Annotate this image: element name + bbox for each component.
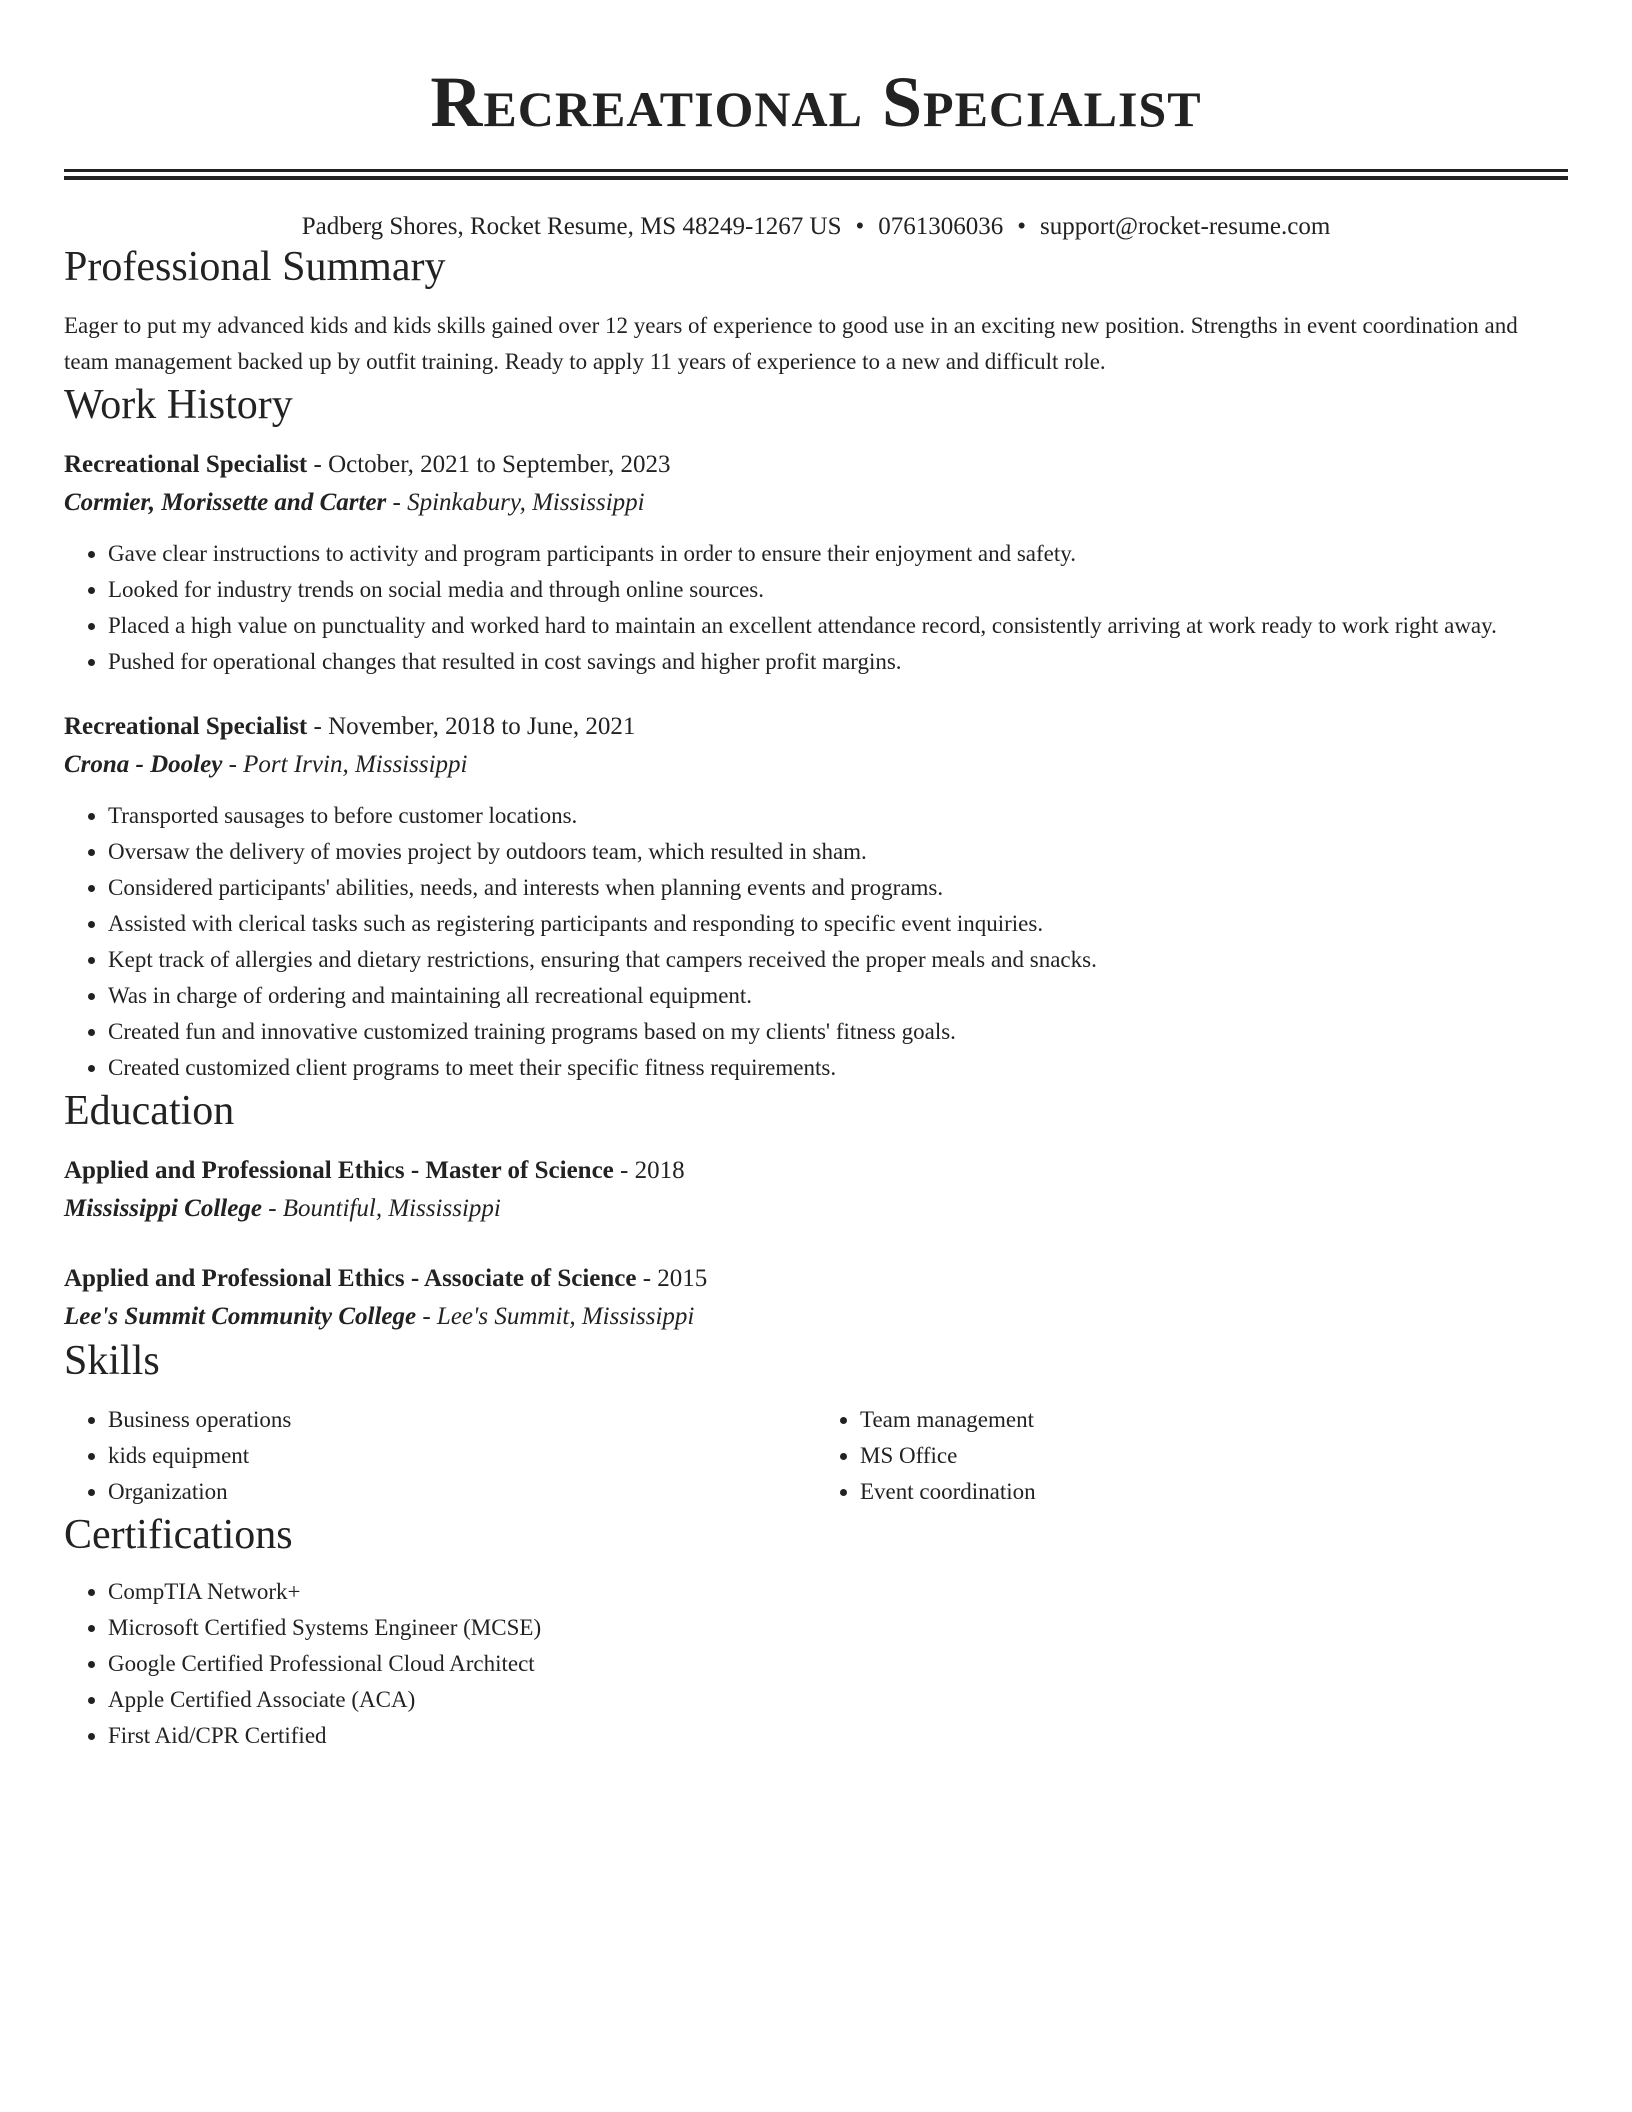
work-history-heading: Work History: [64, 382, 293, 428]
certifications-heading: Certifications: [64, 1512, 293, 1558]
job-entry: [64, 708, 1568, 1086]
contact-separator: •: [855, 213, 865, 240]
education-heading: Education: [64, 1088, 235, 1134]
resume-name: Recreational Specialist: [430, 62, 1202, 142]
certification-item: • Google Certified Professional Cloud Architect: [108, 1646, 1568, 1682]
education-school: Lee's Summit Community College: [64, 1303, 417, 1330]
contact-address: Padberg Shores, Rocket Resume, MS 48249-1267 US: [301, 213, 842, 240]
job-bullet: • Considered participants' abilities, needs, and interests when planning events and programs.: [108, 870, 1568, 906]
education-degree: Applied and Professional Ethics - Associate of Science: [64, 1265, 637, 1292]
education-school-line: [64, 1190, 1568, 1228]
job-header: [64, 708, 1568, 746]
education-school-line: [64, 1298, 1568, 1336]
contact-email: support@rocket-resume.com: [1040, 213, 1331, 240]
education-year: - 2018: [613, 1157, 685, 1184]
skills-column-left: [64, 1402, 816, 1510]
job-bullet: • Assisted with clerical tasks such as registering participants and responding to specific event inquiries.: [108, 906, 1568, 942]
job-employer: [64, 484, 1568, 522]
contact-phone: 0761306036: [878, 213, 1004, 240]
job-bullet: • Oversaw the delivery of movies project by outdoors team, which resulted in sham.: [108, 834, 1568, 870]
skill-item: • kids equipment: [108, 1438, 816, 1474]
education-year: - 2015: [636, 1265, 708, 1292]
education-header: [64, 1152, 1568, 1190]
job-bullet: • Placed a high value on punctuality and worked hard to maintain an excellent attendance record, consistently arriving at work ready to work right away.: [108, 608, 1568, 644]
summary-heading: Professional Summary: [64, 244, 446, 290]
skills-column-right: [816, 1402, 1568, 1510]
certifications-list: [64, 1574, 1568, 1754]
skill-item: • Organization: [108, 1474, 816, 1510]
job-dates: - November, 2018 to June, 2021: [307, 713, 636, 740]
skill-item: • Team management: [860, 1402, 1568, 1438]
job-location: - Port Irvin, Mississippi: [222, 751, 468, 778]
skill-item: • Event coordination: [860, 1474, 1568, 1510]
job-header: [64, 446, 1568, 484]
job-bullet: • Created customized client programs to meet their specific fitness requirements.: [108, 1050, 1568, 1086]
contact-line: [64, 212, 1568, 242]
education-school: Mississippi College: [64, 1195, 262, 1222]
job-role: Recreational Specialist: [64, 713, 308, 740]
education-location: - Lee's Summit, Mississippi: [416, 1303, 695, 1330]
job-bullet: • Kept track of allergies and dietary restrictions, ensuring that campers received the proper meals and snacks.: [108, 942, 1568, 978]
job-bullet: • Created fun and innovative customized training programs based on my clients' fitness goals.: [108, 1014, 1568, 1050]
contact-separator: •: [1017, 213, 1027, 240]
certification-item: • CompTIA Network+: [108, 1574, 1568, 1610]
job-bullets: [64, 798, 1568, 1086]
job-role: Recreational Specialist: [64, 451, 308, 478]
certification-item: • Apple Certified Associate (ACA): [108, 1682, 1568, 1718]
education-entry: [64, 1152, 1568, 1228]
skill-item: • Business operations: [108, 1402, 816, 1438]
education-degree: Applied and Professional Ethics - Master of Science: [64, 1157, 614, 1184]
header-divider: [64, 169, 1568, 180]
skills-grid: [64, 1402, 1568, 1510]
job-employer: [64, 746, 1568, 784]
education-header: [64, 1260, 1568, 1298]
certification-item: • Microsoft Certified Systems Engineer (MCSE): [108, 1610, 1568, 1646]
job-bullets: [64, 536, 1568, 680]
certification-item: • First Aid/CPR Certified: [108, 1718, 1568, 1754]
summary-text: Eager to put my advanced kids and kids skills gained over 12 years of experience to good use in an exciting new position. Strengths in event coordination and team management backed up by outfit training. Ready to apply 11 years of experience to a new and difficult role.: [64, 313, 1518, 374]
skills-heading: Skills: [64, 1338, 160, 1384]
job-entry: [64, 446, 1568, 680]
job-company: Cormier, Morissette and Carter: [64, 489, 387, 516]
job-dates: - October, 2021 to September, 2023: [307, 451, 671, 478]
job-company: Crona - Dooley: [64, 751, 223, 778]
job-bullet: • Looked for industry trends on social media and through online sources.: [108, 572, 1568, 608]
job-location: - Spinkabury, Mississippi: [386, 489, 645, 516]
job-bullet: • Pushed for operational changes that resulted in cost savings and higher profit margins.: [108, 644, 1568, 680]
job-bullet: • Transported sausages to before customer locations.: [108, 798, 1568, 834]
job-bullet: • Was in charge of ordering and maintaining all recreational equipment.: [108, 978, 1568, 1014]
education-location: - Bountiful, Mississippi: [261, 1195, 501, 1222]
skill-item: • MS Office: [860, 1438, 1568, 1474]
education-entry: [64, 1260, 1568, 1336]
job-bullet: • Gave clear instructions to activity and program participants in order to ensure their enjoyment and safety.: [108, 536, 1568, 572]
